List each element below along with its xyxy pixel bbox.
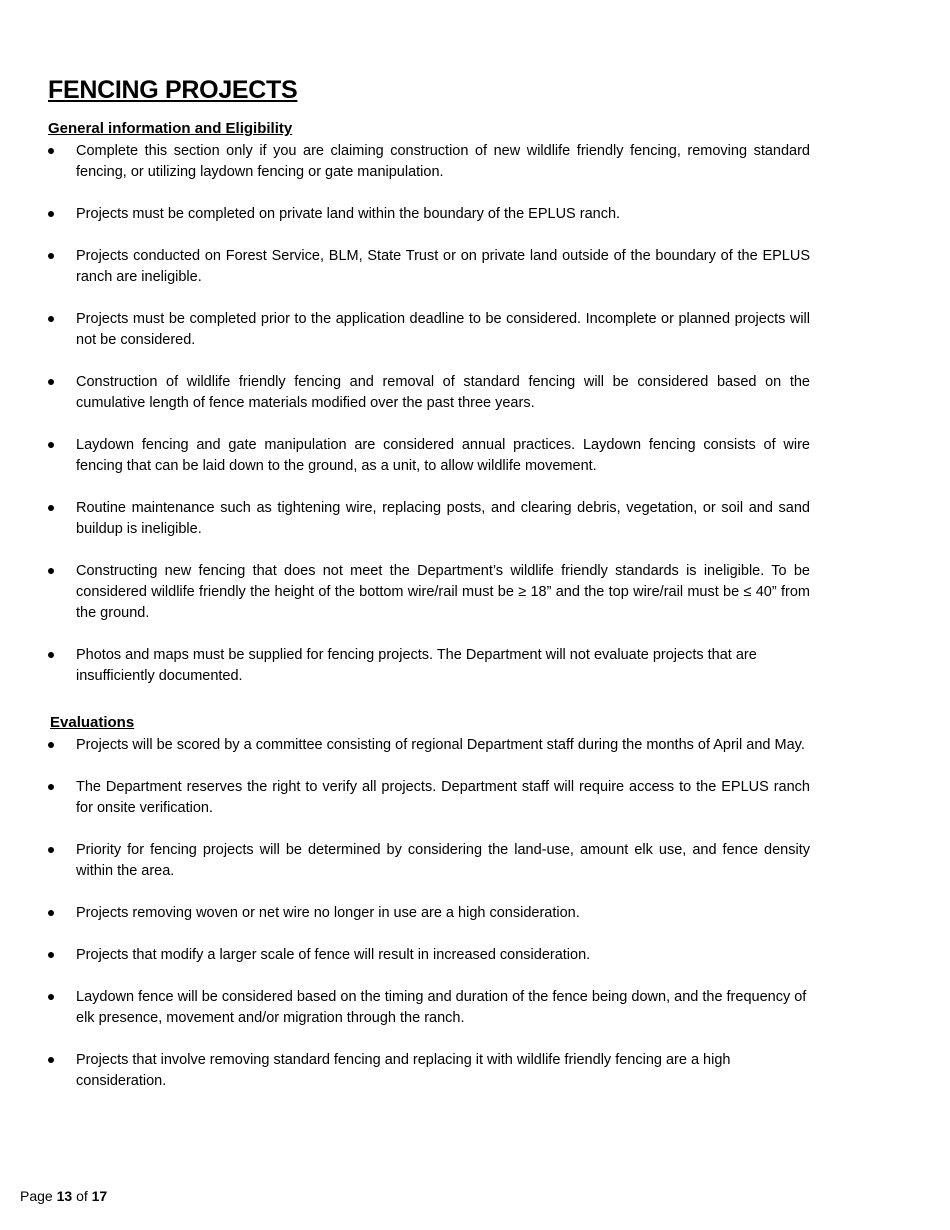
page-label: Page [20, 1188, 53, 1204]
bullet-icon [48, 379, 54, 385]
page-footer [20, 1186, 107, 1206]
list-item: Projects must be completed prior to the application deadline to be considered. Incomplete or planned projects will not be considered. [48, 309, 810, 351]
list-item: Laydown fencing and gate manipulation are considered annual practices. Laydown fencing consists of wire fencing that can be laid down to the ground, as a unit, to allow wildlife movement. [48, 435, 810, 477]
bullet-icon [48, 847, 54, 853]
list-item: Projects that modify a larger scale of fence will result in increased consideration. [48, 945, 810, 966]
bullet-icon [48, 742, 54, 748]
bullet-icon [48, 1057, 54, 1063]
bullet-icon [48, 505, 54, 511]
list-item: Constructing new fencing that does not meet the Department’s wildlife friendly standards is ineligible. To be considered wildlife friendly the height of the bottom wire/rail must be ≥ 18” and the top wire/rail must be ≤ 40” from the ground. [48, 561, 810, 624]
list-item: Photos and maps must be supplied for fencing projects. The Department will not evaluate projects that are insufficiently documented. [48, 645, 810, 687]
list-item: Complete this section only if you are claiming construction of new wildlife friendly fencing, removing standard fencing, or utilizing laydown fencing or gate manipulation. [48, 141, 810, 183]
list-item: Routine maintenance such as tightening wire, replacing posts, and clearing debris, vegetation, or soil and sand buildup is ineligible. [48, 498, 810, 540]
bullet-icon [48, 784, 54, 790]
bullet-icon [48, 211, 54, 217]
bullet-icon [48, 442, 54, 448]
list-item: Projects must be completed on private land within the boundary of the EPLUS ranch. [48, 204, 810, 225]
bullet-icon [48, 253, 54, 259]
page-number: 13 [56, 1188, 73, 1204]
list-item: Construction of wildlife friendly fencing and removal of standard fencing will be considered based on the cumulative length of fence materials modified over the past three years. [48, 372, 810, 414]
list-item: The Department reserves the right to verify all projects. Department staff will require access to the EPLUS ranch for onsite verification. [48, 777, 810, 819]
of-label: of [76, 1188, 88, 1204]
list-item: Projects that involve removing standard fencing and replacing it with wildlife friendly fencing are a high consideration. [48, 1050, 810, 1092]
bullet-icon [48, 652, 54, 658]
list-item: Priority for fencing projects will be determined by considering the land-use, amount elk use, and fence density within the area. [48, 840, 810, 882]
general-info-heading: General information and Eligibility [48, 120, 293, 137]
bullet-icon [48, 148, 54, 154]
general-info-list [48, 141, 810, 708]
bullet-icon [48, 316, 54, 322]
list-item: Projects conducted on Forest Service, BLM, State Trust or on private land outside of the boundary of the EPLUS ranch are ineligible. [48, 246, 810, 288]
bullet-icon [48, 910, 54, 916]
list-item: Projects will be scored by a committee consisting of regional Department staff during the months of April and May. [48, 735, 810, 756]
list-item: Laydown fence will be considered based on the timing and duration of the fence being down, and the frequency of elk presence, movement and/or migration through the ranch. [48, 987, 810, 1029]
page-total: 17 [91, 1188, 108, 1204]
bullet-icon [48, 952, 54, 958]
evaluations-heading: Evaluations [50, 714, 135, 731]
page-title: FENCING PROJECTS [48, 76, 298, 104]
bullet-icon [48, 568, 54, 574]
evaluations-list [48, 735, 810, 1113]
list-item: Projects removing woven or net wire no longer in use are a high consideration. [48, 903, 810, 924]
bullet-icon [48, 994, 54, 1000]
